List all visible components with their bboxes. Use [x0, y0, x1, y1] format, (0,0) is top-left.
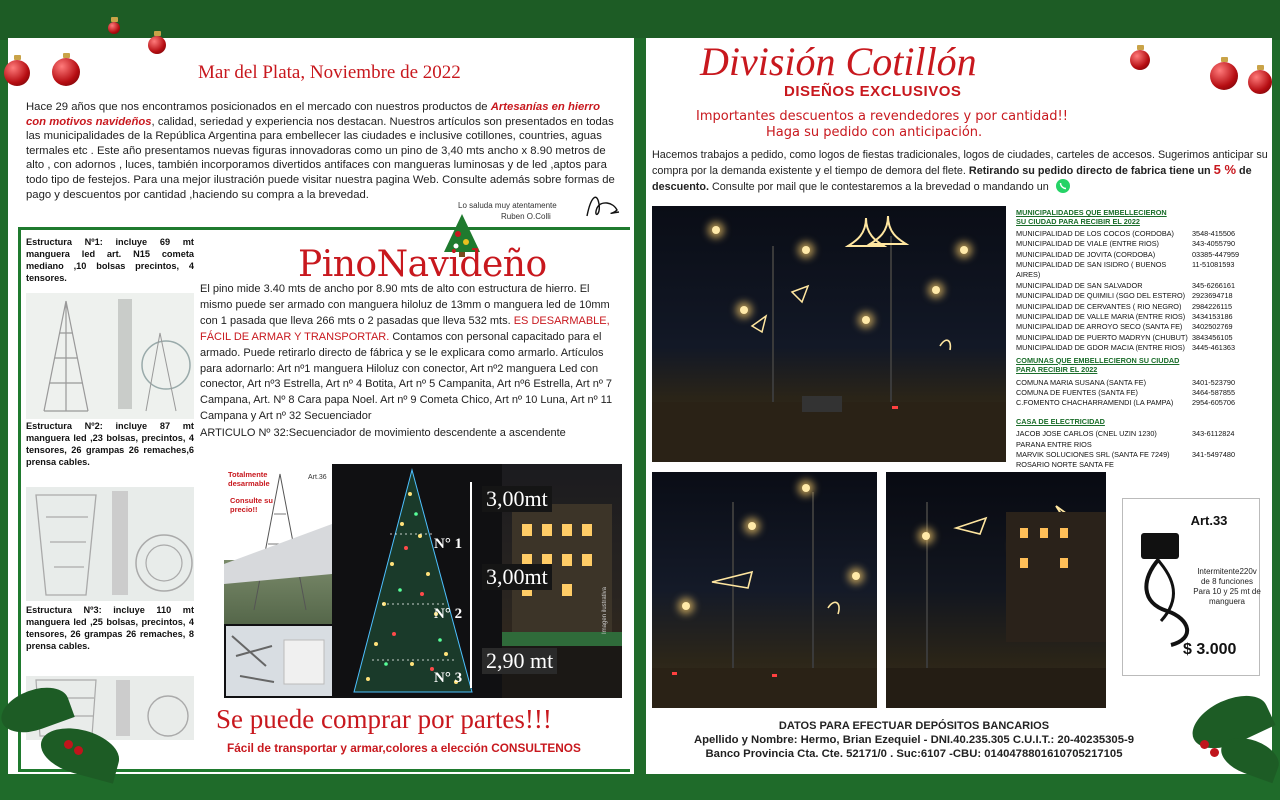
light-figures: [652, 206, 1006, 462]
list-item-name: MUNICIPALIDAD DE VALLE MARIA (ENTRE RIOS): [1016, 312, 1186, 322]
list-item-phone: 345-6266161: [1192, 280, 1236, 290]
promo-line-1: Importantes descuentos a revendedores y por cantidad!!: [696, 109, 1068, 124]
ornament-icon: [4, 60, 30, 86]
measure-2: 3,00mt: [482, 564, 552, 590]
tree-photo-composite: [224, 464, 622, 698]
structure-2-text: Estructura Nº2: incluye 87 mt manguera led ,23 bolsas, precintos, 4 tensores, 26 grampas 26 remaches,6 prensa cables.: [26, 421, 194, 467]
list-item-name: MUNICIPALIDAD DE GDOR MACIA (ENTRE RIOS): [1016, 343, 1185, 353]
art33-card: [1122, 498, 1260, 676]
list-item-phone: 3401-523790: [1192, 377, 1236, 387]
light-figures: [886, 472, 1106, 708]
ornament-icon: [148, 36, 166, 54]
promo-line-2: Haga su pedido con anticipación.: [766, 125, 983, 140]
street-lights-photo-3: [886, 472, 1106, 708]
list-item-phone: 3843456105: [1192, 332, 1233, 342]
pino-description: El pino mide 3.40 mts de ancho por 8.90 mts de alto con estructura de hierro. El mismo puede ser armado con manguera hiloluz de 13mm o manguera led de 10mm con 1 pasada que lleva 266 mts o 2 pasadas que lleva 532 mts. ES DESARMABLE, FÁCIL DE ARMAR Y TRANSPORTAR. Contamos con personal capacitado para el armado. Puede retirarlo directo de fábrica y se le explicara como armarlo. Artículos para adornarlo: Art nº1 manguera Hiloluz con conector, Art nº2 manguera Led con conector, Art nº3 Estrella, Art nº 4 Botita, Art nº 5 Campanita, Art nº6 Estrella, Art nº 7 Campana, Art. Nº 8 Cara papa Noel. Art nº 9 Cometa Chico, Art nº 10 Luna, Art nº 11 Campana y Art nº 32 Secuenciador ARTICULO Nº 32:Secuenciador de movimiento descendente a ascendente: [200, 283, 613, 440]
right-body-paragraph: Hacemos trabajos a pedido, como logos de fiestas tradicionales, logos de ciudades, carteles de accesos. Sugerimos anticipar su compra por la demanda existente y el tiempo de demora del flete. Retirando su pedido directo de fabrica tiene un 5 % de descuento. Consulte por mail que le contestaremos a la brevedad o mandando un: [652, 149, 1268, 193]
list-item: [1016, 378, 1250, 388]
list-item-phone: [1192, 440, 1250, 450]
art36-label: Art.36: [308, 474, 327, 481]
list-item-name: MUNICIPALIDAD DE SAN ISIDRO ( BUENOS AIRES): [1016, 260, 1167, 280]
berry-icon: [1210, 748, 1219, 757]
structure-1-photo: [26, 293, 194, 419]
list-item-name: MUNICIPALIDAD DE JOVITA (CORDOBA): [1016, 249, 1156, 259]
list-item-phone: 03385-447959: [1192, 249, 1240, 259]
berry-icon: [1200, 740, 1209, 749]
street-lights-photo-2: [652, 472, 877, 708]
garland-needles: [0, 0, 1280, 40]
list-item-name: MARVIK SOLUCIONES SRL (SANTA FE 7249): [1016, 449, 1170, 459]
dateline: Mar del Plata, Noviembre de 2022: [198, 62, 461, 83]
list-item-name: PARANA ENTRE RIOS: [1016, 439, 1092, 449]
measure-1: 3,00mt: [482, 486, 552, 512]
list-item-name: ROSARIO NORTE SANTA FE: [1016, 460, 1114, 470]
municipalities-list: MUNICIPALIDADES QUE EMBELLECIERON SU CIUDAD PARA RECIBIR EL 2022 MUNICIPALIDAD DE LOS COCOS (CORDOBA) 3548-415506 MUNICIPALIDAD DE VIALE (ENTRE RIOS) 343-4055790 MUNICIPALIDAD DE JOVITA (CORDOBA) 03385-447959 MUNICIPALIDAD DE SAN ISIDRO ( BUENOS AIRES) 11-51081593 MUNICIPALIDAD DE SAN SALVADOR 345-6266161 MUNICIPALIDAD DE QUIMILI (SGO DEL ESTERO) 2923694718 MUNICIPALIDAD DE CERVANTES ( RIO NEGRO) 2984226115 MUNICIPALIDAD DE VALLE MARIA (ENTRE RIOS) 3434153186 MUNICIPALIDAD DE ARROYO SECO (SANTA FE) 3402502769 MUNICIPALIDAD DE PUERTO MADRYN (CHUBUT) 3843456105 MUNICIPALIDAD DE GDOR MACIA (ENTRE RIOS) 3445-461363 COMUNAS QUE EMBELLECIERON SU CIUDAD PARA RECIBIR EL 2022 COMUNA MARIA SUSANA (SANTA FE) 3401-523790 COMUNA DE FUENTES (SANTA FE) 3464-587855 C.FOMENTO CHACHARRAMENDI (LA PAMPA) 2954-605706 CASA DE ELECTRICIDAD JACOB JOSE CARLOS (CNEL UZIN 1230) 343-6112824 PARANA ENTRE RIOS MARVIK SOLUCIONES SRL (SANTA FE 7249) 341-5497480 ROSARIO NORTE SANTA FE: [1016, 208, 1250, 471]
list-item: [1016, 229, 1250, 239]
list-item: [1016, 460, 1250, 470]
structure-3-text: Estructura Nº3: incluye 110 mt manguera led ,25 bolsas, precintos, 4 tensores, 26 grampas 26 remaches, 8 prensa cables.: [26, 605, 194, 651]
list-item-name: COMUNA DE FUENTES (SANTA FE): [1016, 387, 1138, 397]
signature-line2: Ruben O.Colli: [501, 212, 551, 221]
list-item-phone: 3434153186: [1192, 312, 1233, 322]
list-item-phone: 343-4055790: [1192, 239, 1236, 249]
ornament-icon: [1248, 70, 1272, 94]
discount-percent: 5 %: [1213, 161, 1237, 177]
section-n1: N° 1: [434, 536, 463, 552]
ornament-icon: [108, 22, 120, 34]
section-n2: N° 2: [434, 606, 463, 622]
list-item-phone: 2954-605706: [1192, 398, 1236, 408]
list-item-name: MUNICIPALIDAD DE QUIMILI (SGO DEL ESTERO): [1016, 291, 1186, 301]
lit-tree-illustration: [332, 464, 502, 698]
bottom-border: [0, 774, 1280, 800]
list-item: [1016, 388, 1250, 398]
list-item-phone: 2923694718: [1192, 291, 1233, 301]
page-divider: [634, 38, 646, 774]
pino-red-notice: ES DESARMABLE, FÁCIL DE ARMAR Y TRANSPORTAR.: [200, 314, 610, 343]
list-item-name: COMUNA MARIA SUSANA (SANTA FE): [1016, 377, 1147, 387]
structure-2-photo: [26, 487, 194, 601]
list-item: [1016, 333, 1250, 343]
ornament-icon: [1130, 50, 1150, 70]
list-item-name: JACOB JOSE CARLOS (CNEL UZIN 1230): [1016, 429, 1157, 439]
list-item-name: MUNICIPALIDAD DE ARROYO SECO (SANTA FE): [1016, 322, 1183, 332]
intro-paragraph: Hace 29 años que nos encontramos posicionados en el mercado con nuestros productos de Artesanías en hierro con motivos navideños, calidad, seriedad y experiencia nos destacan. Nuestros artículos son presentados en todas las municipalidades de la República Argentina para embellecer las ciudades e inclusive cotillones, countries, aguas termales etc . Este año presentamos nuevas figuras innovadoras como un pino de 3,40 mts ancho x 8.90 metros de alto , con adornos , luces, también incorporamos divertidos antifaces con mangueras luminosas y de led ,aptos para todo tipo de festejos. Para una mejor ilustración puede visitar nuestra pagina Web. Consulte además sobre formas de pago y descuentos por cantidad ,haciendo su compra a la brevedad.: [26, 101, 615, 201]
list-item-phone: 11-51081593: [1192, 260, 1235, 270]
consulte-badge: Consulte su precio!!: [230, 496, 273, 514]
ornament-icon: [52, 58, 80, 86]
list-item: [1016, 239, 1250, 249]
bank-title: DATOS PARA EFECTUAR DEPÓSITOS BANCARIOS: [778, 720, 1050, 732]
list-item-name: MUNICIPALIDAD DE PUERTO MADRYN (CHUBUT): [1016, 332, 1188, 342]
desarmable-badge: Totalmente desarmable: [228, 470, 270, 488]
list-item-phone: 3464-587855: [1192, 387, 1236, 397]
light-figures: [652, 472, 877, 708]
section-n3: N° 3: [434, 670, 463, 686]
list-item-name: MUNICIPALIDAD DE SAN SALVADOR: [1016, 280, 1143, 290]
tree-small-photo: [224, 464, 332, 624]
list-item-phone: 343-6112824: [1192, 429, 1235, 439]
art33-description: Intermitente220v de 8 funciones Para 10 y 25 mt de manguera: [1193, 567, 1261, 606]
list-item: [1016, 398, 1250, 408]
list-item: [1016, 440, 1250, 450]
list-item-name: MUNICIPALIDAD DE VIALE (ENTRE RIOS): [1016, 239, 1159, 249]
measure-3: 2,90 mt: [482, 648, 557, 674]
list-item-phone: [1192, 460, 1250, 470]
list-item-phone: 3548-415506: [1192, 228, 1236, 238]
list-item-name: MUNICIPALIDAD DE LOS COCOS (CORDOBA): [1016, 228, 1174, 238]
list-item-phone: 2984226115: [1192, 301, 1233, 311]
list-item-name: C.FOMENTO CHACHARRAMENDI (LA PAMPA): [1016, 398, 1174, 408]
list-item: [1016, 291, 1250, 301]
cta-subtitle: Fácil de transportar y armar,colores a elección CONSULTENOS: [227, 741, 581, 755]
list-item-phone: 3445-461363: [1192, 343, 1236, 353]
bank-line-2: Banco Provincia Cta. Cte. 52171/0 . Suc:6107 -CBU: 0140478801610705217105: [705, 748, 1123, 760]
list-item-name: MUNICIPALIDAD DE CERVANTES ( RIO NEGRO): [1016, 301, 1182, 311]
list-item: [1016, 312, 1250, 322]
measure-bracket: [470, 482, 472, 688]
structure-1-text: Estructura Nº1: incluye 69 mt manguera led art. N15 cometa mediano ,10 bolsas precintos, 4 tensores.: [26, 237, 194, 283]
list-item: [1016, 322, 1250, 332]
image-caption: Imagen ilustrativa: [602, 586, 608, 634]
pino-title: PinoNavideño: [298, 244, 547, 285]
list-item: [1016, 429, 1250, 439]
list-item: [1016, 281, 1250, 291]
bank-line-1: Apellido y Nombre: Hermo, Brian Ezequiel - DNI.40.235.305 C.U.I.T.: 20-40235305-9: [693, 734, 1135, 746]
intro-highlight: Artesanías en hierro con motivos navideños: [26, 101, 600, 128]
cta-title: Se puede comprar por partes!!!: [216, 704, 552, 734]
signature-line1: Lo saluda muy atentamente: [458, 201, 557, 210]
list-item: [1016, 343, 1250, 353]
whatsapp-icon[interactable]: [1056, 179, 1070, 193]
signature-icon: [583, 190, 623, 222]
list-item: [1016, 450, 1250, 460]
list-item-phone: 3402502769: [1192, 322, 1233, 332]
list-item-phone: 341-5497480: [1192, 449, 1236, 459]
art33-price: $ 3.000: [1183, 641, 1237, 658]
division-subtitle: DISEÑOS EXCLUSIVOS: [784, 83, 962, 100]
division-title: División Cotillón: [700, 39, 977, 84]
tree-parts-photo: [226, 626, 332, 696]
berry-icon: [74, 746, 83, 755]
list-item: [1016, 260, 1250, 281]
art33-title: Art.33: [1190, 513, 1228, 528]
list-item: [1016, 302, 1250, 312]
ornament-icon: [1210, 62, 1238, 90]
list-item: [1016, 250, 1250, 260]
street-lights-photo-1: [652, 206, 1006, 462]
berry-icon: [64, 740, 73, 749]
